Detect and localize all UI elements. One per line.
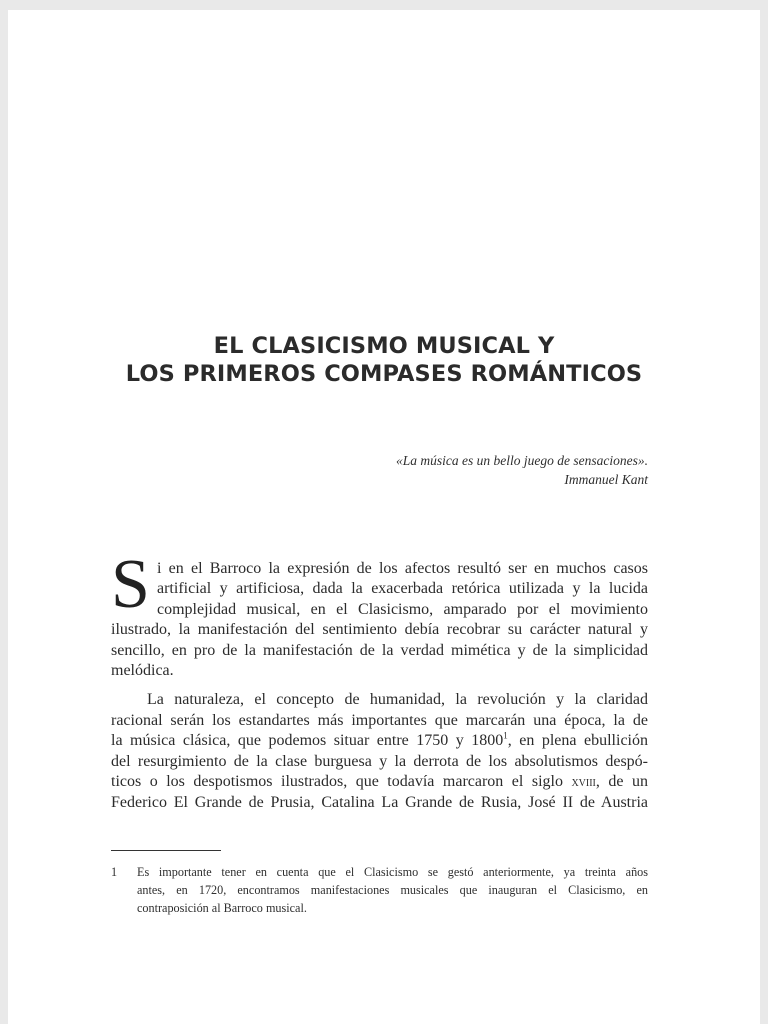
body-text — [111, 546, 648, 814]
century-numeral: xviii — [571, 775, 596, 791]
paragraph-2 — [111, 690, 648, 813]
footnote-separator — [111, 850, 221, 851]
footnote — [111, 863, 648, 917]
chapter-title-line-2: LOS PRIMEROS COMPASES ROMÁNTICOS — [125, 361, 643, 387]
paragraph-1-line-6: melódica. — [111, 662, 174, 680]
footnote-line-2: antes, en 1720, encontramos manifestaciones musicales que inauguran el Clasicismo, en — [137, 883, 648, 897]
paragraph-1-line-4: ilustrado, la manifestación del sentimiento debía recobrar su carácter natural y — [111, 621, 648, 639]
paragraph-2-line-3 — [111, 731, 648, 751]
paragraph-1-line-1: i en el Barroco la expresión de los afectos resultó ser en muchos casos — [157, 560, 648, 577]
paragraph-2-line-3-start: la música clásica, que podemos situar entre 1750 y 1800 — [111, 732, 504, 750]
footnote-number: 1 — [111, 865, 118, 879]
footnote-line-3: contraposición al Barroco musical. — [137, 901, 307, 915]
footnote-reference: 1 — [503, 730, 508, 741]
drop-cap: S — [111, 546, 150, 623]
paragraph-2-line-1: La naturaleza, el concepto de humanidad, la revolución y la claridad — [147, 691, 648, 709]
epigraph — [396, 451, 648, 489]
paragraph-2-line-6: Federico El Grande de Prusia, Catalina La Grande de Rusia, José II de Austria — [111, 794, 648, 812]
footnote-line-1: Es importante tener en cuenta que el Clasicismo se gestó anteriormente, ya treinta años — [137, 865, 648, 879]
paragraph-1 — [111, 546, 648, 681]
paragraph-1-line-5: sencillo, en pro de la manifestación de la verdad mimética y de la simplicidad — [111, 641, 648, 659]
paragraph-2-line-4: del resurgimiento de la clase burguesa y la derrota de los absolutismos despó- — [111, 752, 648, 770]
paragraph-1-line-3: complejidad musical, en el Clasicismo, amparado por el movimiento — [157, 600, 648, 618]
chapter-title-line-1: EL CLASICISMO MUSICAL Y — [213, 333, 555, 359]
paragraph-1-line-2: artificial y artificiosa, dada la exacerbada retórica utilizada y la lucida — [157, 580, 648, 598]
epigraph-author: Immanuel Kant — [564, 472, 648, 487]
footnote-text — [137, 863, 648, 917]
book-page — [8, 10, 760, 1024]
epigraph-quote: «La música es un bello juego de sensaciones». — [396, 453, 648, 468]
paragraph-2-line-5-end: , de un — [595, 773, 648, 791]
chapter-title — [8, 332, 760, 388]
paragraph-2-line-5-start: ticos o los despotismos ilustrados, que todavía marcaron el siglo — [111, 773, 572, 791]
paragraph-2-line-5 — [111, 772, 648, 793]
paragraph-2-line-2: racional serán los estandartes más importantes que marcarán una época, la de — [111, 711, 648, 729]
paragraph-2-line-3-end: , en plena ebullición — [507, 732, 648, 750]
